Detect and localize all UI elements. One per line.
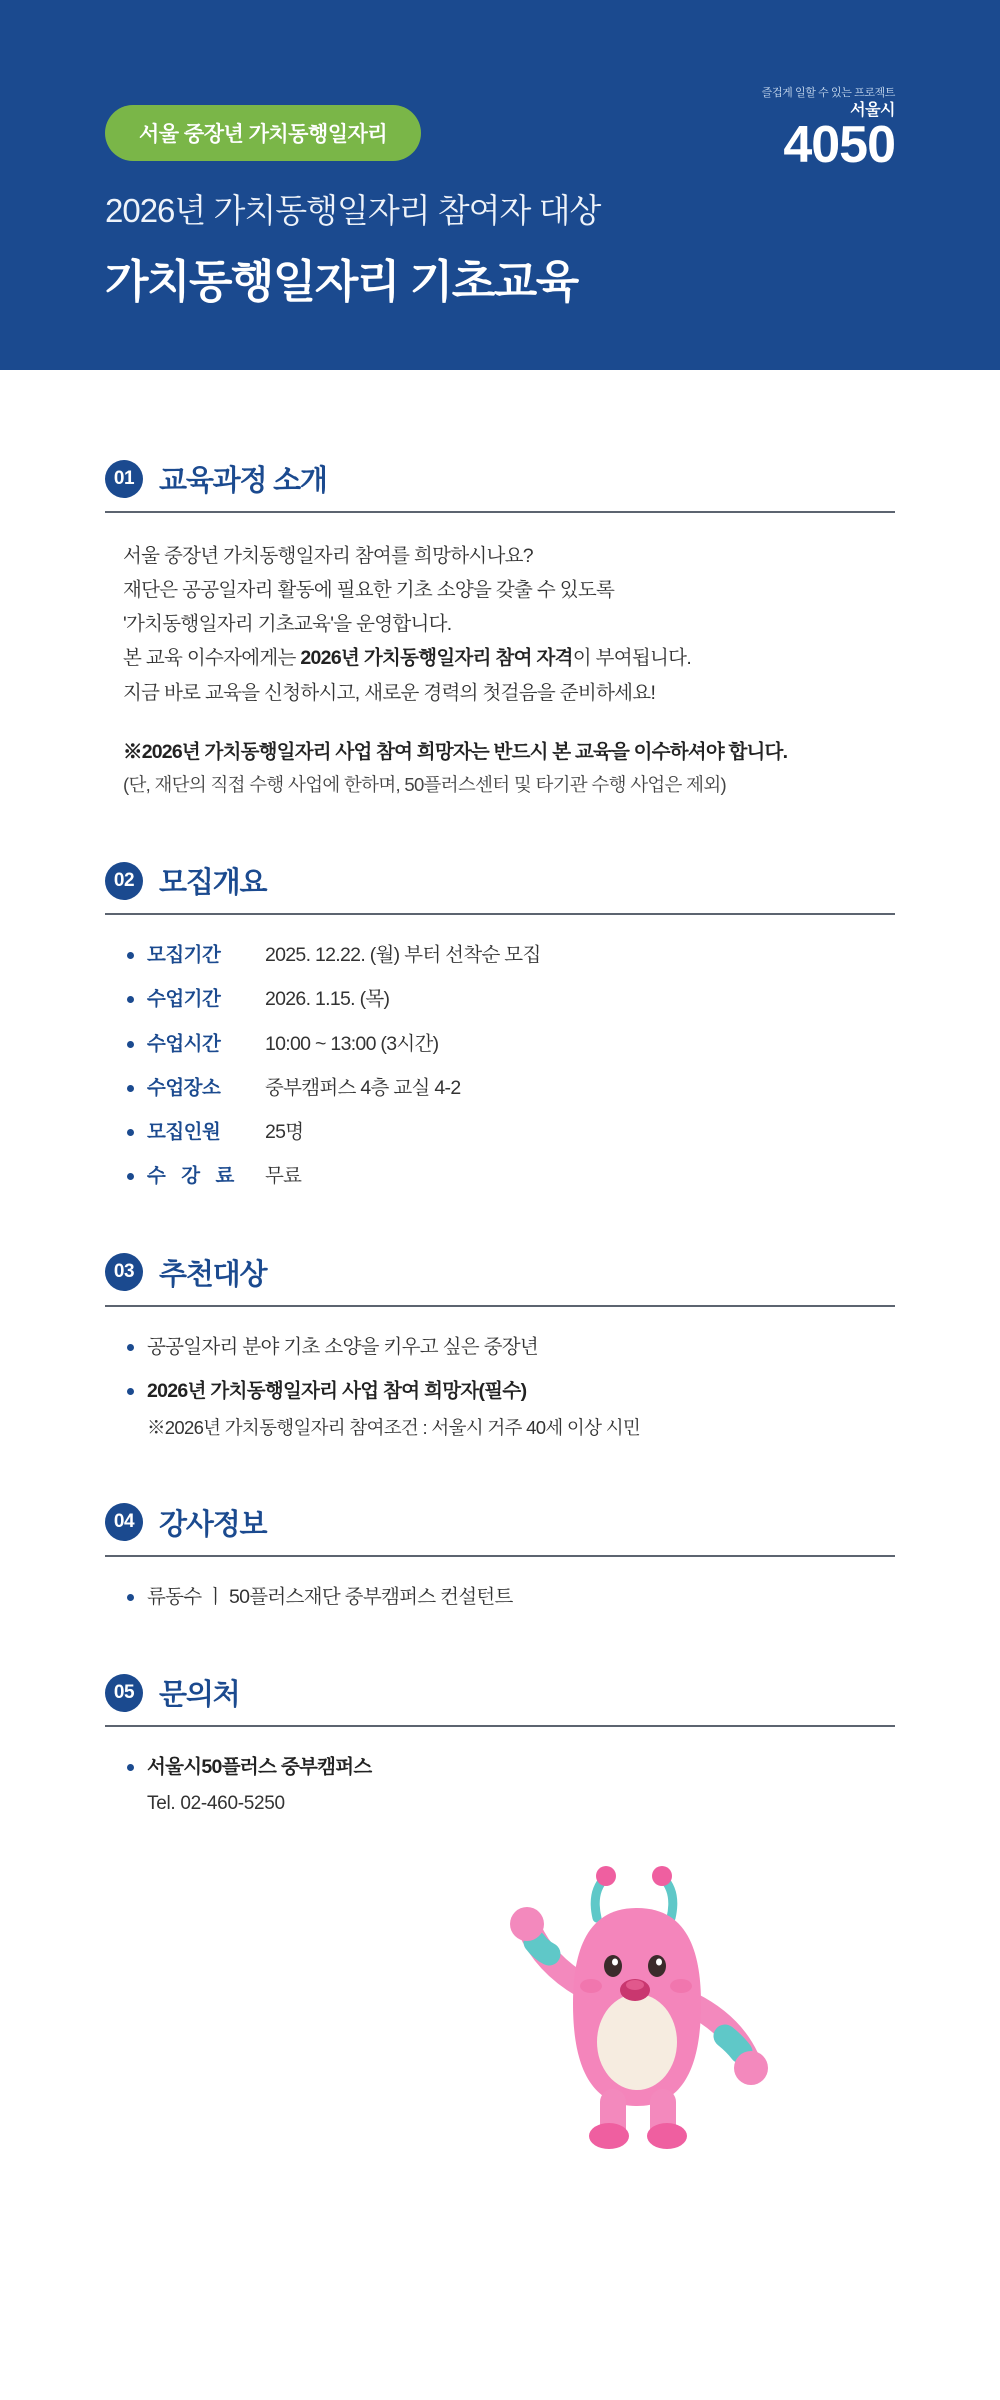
overview-row — [147, 1030, 885, 1059]
section-title: 강사정보 — [159, 1508, 267, 1541]
poster-content — [0, 458, 1000, 2224]
list-item — [123, 941, 885, 970]
row-label: 수업장소 — [147, 1076, 221, 1099]
section-header — [105, 458, 895, 513]
header-badge: 서울 중장년 가치동행일자리 — [105, 105, 421, 161]
section-header — [105, 860, 895, 915]
target-sub-note: ※2026년 가치동행일자리 참여조건 : 서울시 거주 40세 이상 시민 — [147, 1417, 641, 1439]
list-item — [123, 1162, 885, 1191]
brand-subtitle: 서울시 — [850, 102, 895, 119]
contact-list — [123, 1753, 885, 1819]
list-item — [123, 1377, 885, 1442]
list-item — [123, 1030, 885, 1059]
target-list — [123, 1333, 885, 1442]
overview-list — [123, 941, 885, 1192]
row-label: 모집인원 — [147, 1121, 221, 1144]
intro-line-4 — [123, 641, 885, 675]
section-title: 교육과정 소개 — [159, 465, 327, 497]
section-number: 03 — [105, 1253, 143, 1291]
mascot-character-icon — [505, 1854, 775, 2154]
row-value: 10:00 ~ 13:00 (3시간) — [265, 1032, 439, 1055]
instructor-list — [123, 1583, 885, 1612]
row-value: 무료 — [265, 1165, 302, 1188]
section-header — [105, 1672, 895, 1727]
section-body — [105, 1307, 895, 1442]
row-label: 수 강 료 — [147, 1165, 240, 1188]
section-course-intro — [105, 458, 895, 800]
section-body — [105, 513, 895, 800]
row-value: 중부캠퍼스 4층 교실 4-2 — [265, 1076, 461, 1099]
section-body — [105, 915, 895, 1192]
row-label: 모집기간 — [147, 944, 221, 967]
intro-line-4-pre: 본 교육 이수자에게는 — [123, 647, 301, 670]
section-target-audience — [105, 1252, 895, 1442]
section-header — [105, 1502, 895, 1557]
section-header — [105, 1252, 895, 1307]
brand-logo — [761, 87, 895, 174]
overview-row — [147, 1118, 885, 1147]
section-contact — [105, 1672, 895, 1819]
mascot-area — [105, 1834, 895, 2164]
intro-note-sub: (단, 재단의 직접 수행 사업에 한하며, 50플러스센터 및 타기관 수행 사업은 제외) — [123, 773, 726, 795]
section-title: 문의처 — [159, 1679, 240, 1712]
list-item: 공공일자리 분야 기초 소양을 키우고 싶은 중장년 — [123, 1333, 885, 1362]
overview-row — [147, 985, 885, 1014]
section-number: 02 — [105, 862, 143, 900]
intro-line-3: '가치동행일자리 기초교육'을 운영합니다. — [123, 613, 452, 636]
brand-title: 4050 — [783, 116, 895, 174]
overview-row — [147, 1162, 885, 1191]
list-item — [123, 1118, 885, 1147]
row-label: 수업기간 — [147, 988, 221, 1011]
poster-header — [0, 0, 1000, 370]
section-number: 01 — [105, 460, 143, 498]
intro-line-2: 재단은 공공일자리 활동에 필요한 기초 소양을 갖출 수 있도록 — [123, 579, 615, 602]
intro-line-5: 지금 바로 교육을 신청하시고, 새로운 경력의 첫걸음을 준비하세요! — [123, 681, 656, 704]
overview-row — [147, 1074, 885, 1103]
brand-tagline: 즐겁게 일할 수 있는 프로젝트 — [761, 87, 895, 99]
section-body — [105, 1557, 895, 1612]
header-title: 가치동행일자리 기초교육 — [105, 256, 578, 307]
row-value: 25명 — [265, 1121, 304, 1144]
list-item — [123, 1753, 885, 1819]
intro-line-4-post: 이 부여됩니다. — [572, 647, 692, 670]
section-instructor — [105, 1502, 895, 1612]
section-title: 추천대상 — [159, 1258, 267, 1291]
list-item — [123, 985, 885, 1014]
intro-note-strong: ※2026년 가치동행일자리 사업 참여 희망자는 반드시 본 교육을 이수하셔야 합니다. — [123, 740, 788, 763]
row-value: 2026. 1.15. (목) — [265, 988, 390, 1011]
row-label: 수업시간 — [147, 1032, 221, 1055]
header-inner — [0, 0, 1000, 370]
section-body — [105, 1727, 895, 1819]
contact-phone: Tel. 02-460-5250 — [147, 1793, 285, 1815]
intro-line-1: 서울 중장년 가치동행일자리 참여를 희망하시나요? — [123, 545, 533, 567]
row-value: 2025. 12.22. (월) 부터 선착순 모집 — [265, 944, 541, 967]
list-item: 류동수 ㅣ 50플러스재단 중부캠퍼스 컨설턴트 — [123, 1583, 885, 1612]
contact-name: 서울시50플러스 중부캠퍼스 — [147, 1756, 372, 1779]
intro-line-4-bold: 2026년 가치동행일자리 참여 자격 — [300, 647, 573, 670]
spacer — [123, 710, 885, 736]
header-subtitle: 2026년 가치동행일자리 참여자 대상 — [105, 192, 601, 229]
section-recruit-overview — [105, 860, 895, 1192]
overview-row — [147, 941, 885, 970]
target-required-item: 2026년 가치동행일자리 사업 참여 희망자(필수) — [147, 1379, 527, 1402]
section-number: 04 — [105, 1503, 143, 1541]
section-number: 05 — [105, 1674, 143, 1712]
section-title: 모집개요 — [159, 867, 267, 900]
list-item — [123, 1074, 885, 1103]
